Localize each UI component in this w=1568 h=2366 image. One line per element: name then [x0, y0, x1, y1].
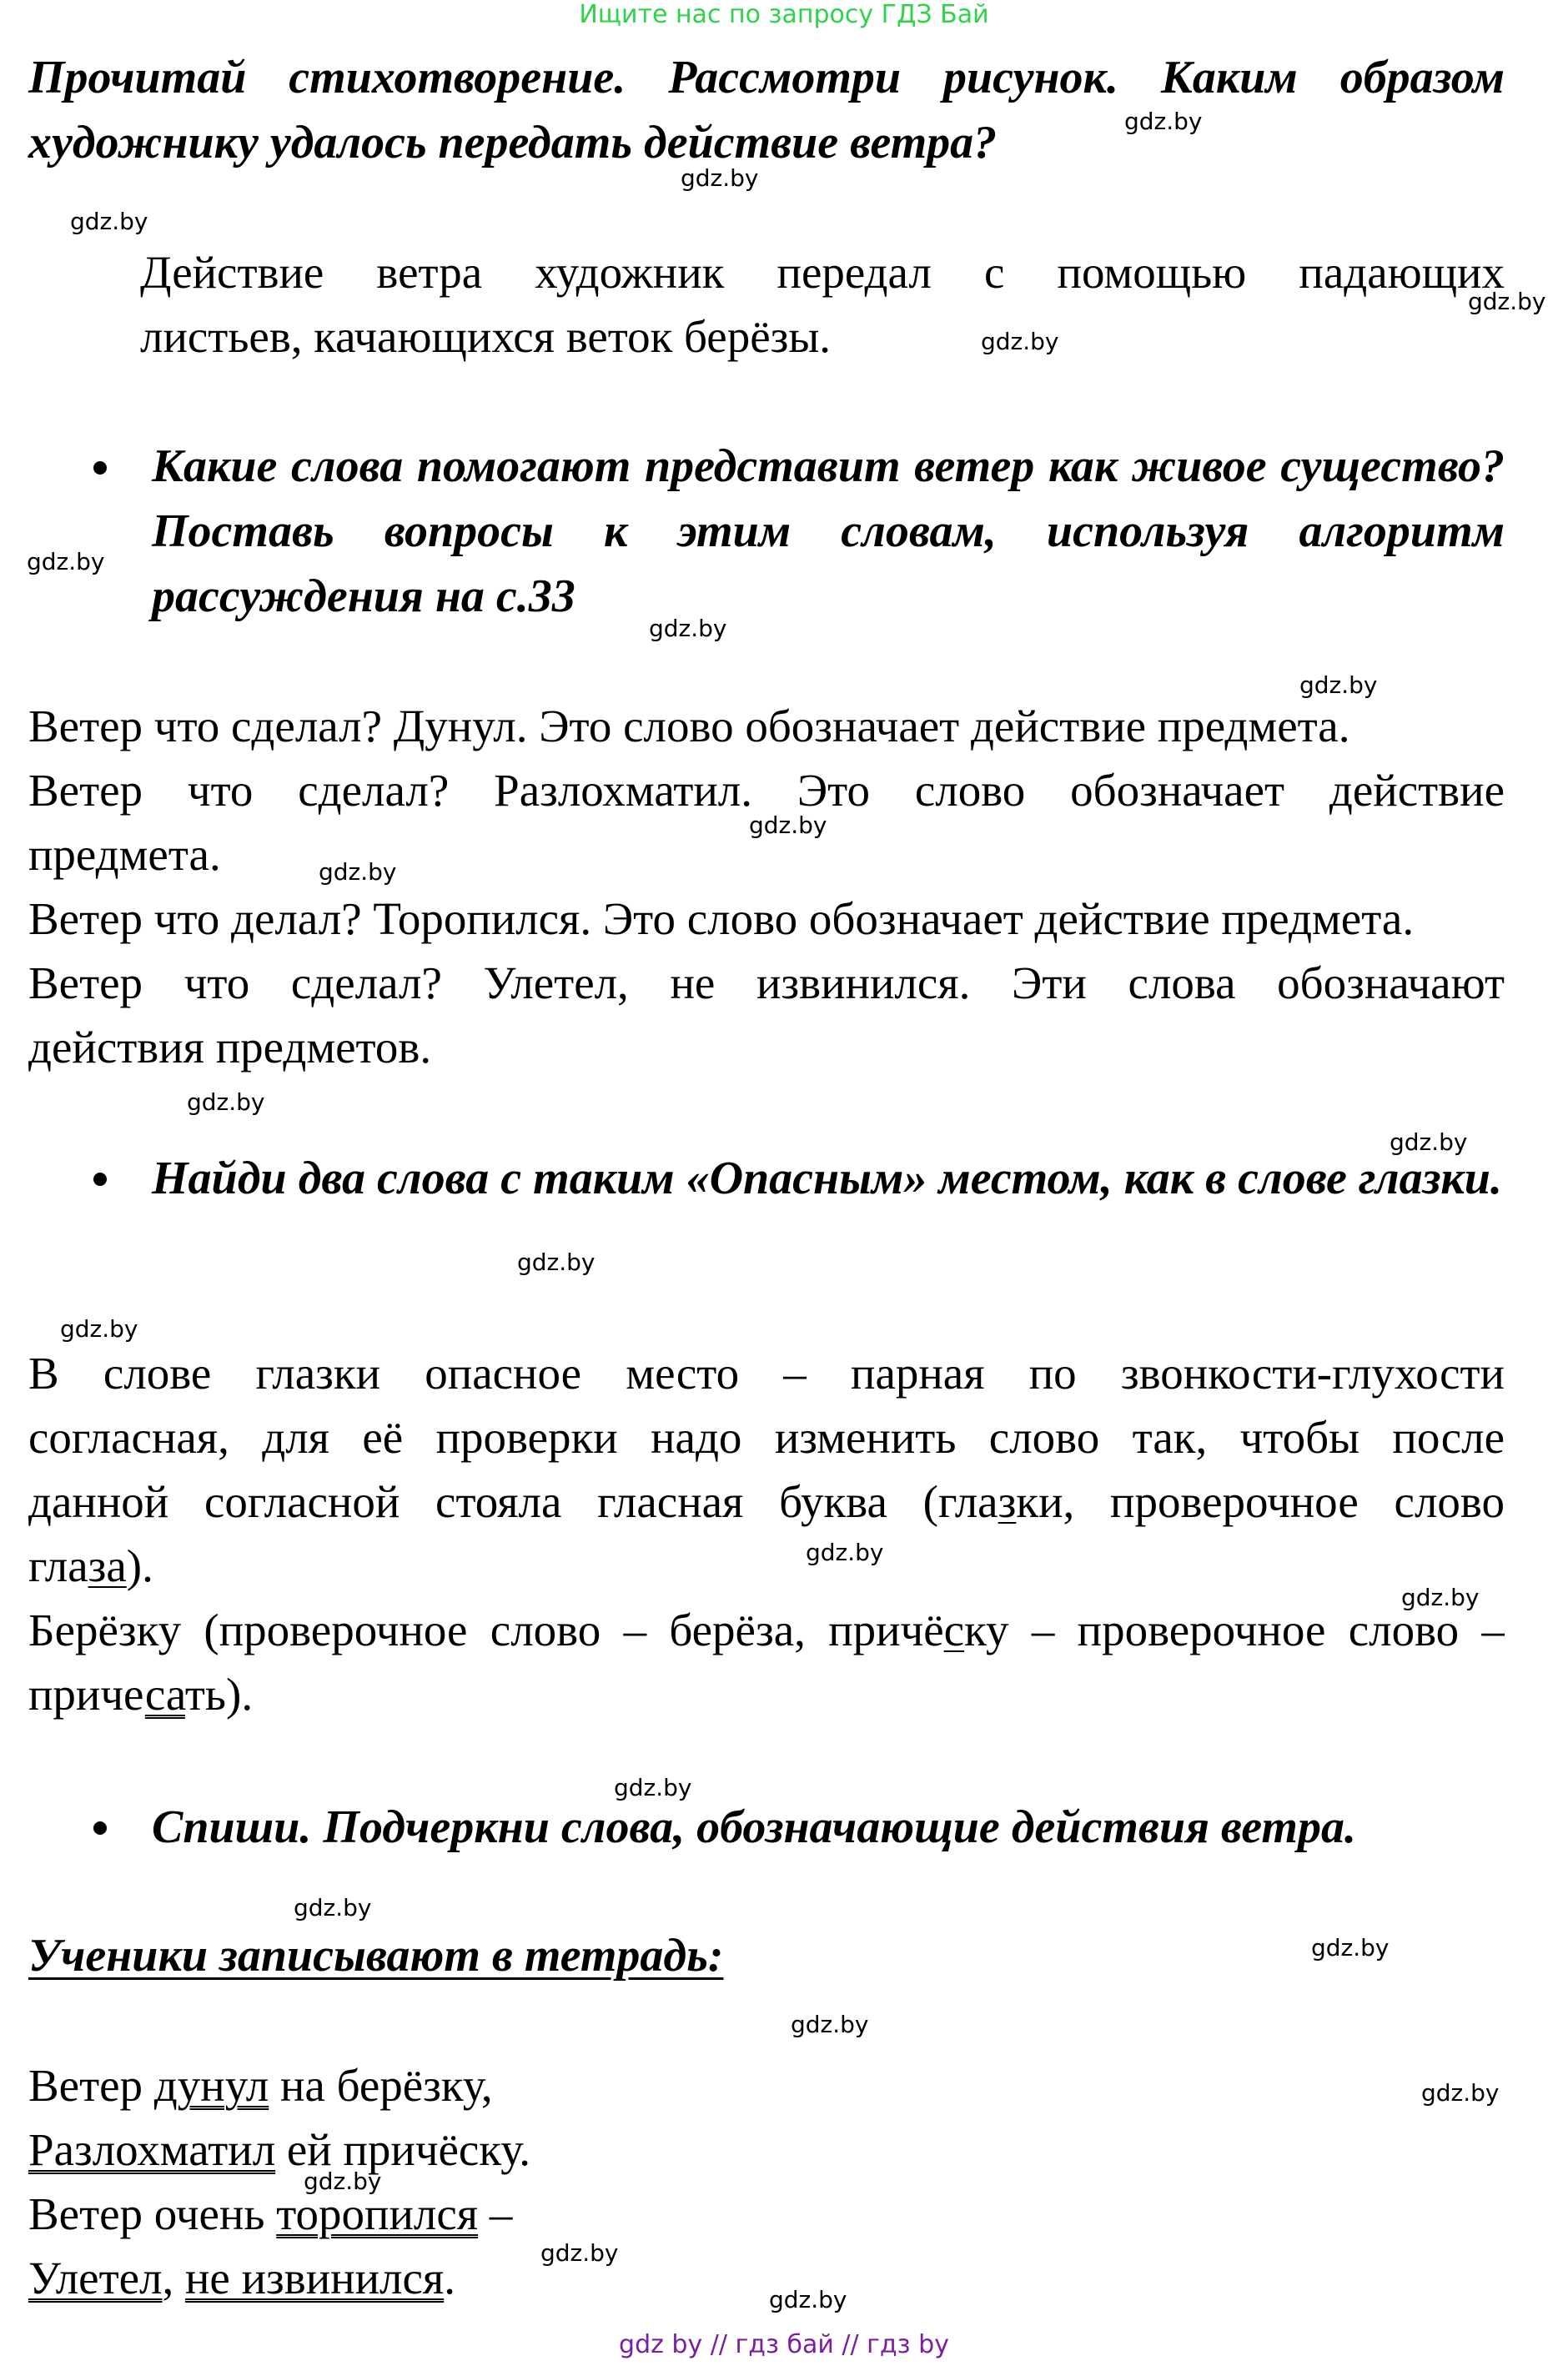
task-1-heading: Прочитай стихотворение. Рассмотри рисунок. Каким образом художнику удалось передать действие ветра?	[28, 52, 1505, 168]
footer-links: gdz by // гдз бай // гдз by	[619, 2330, 949, 2359]
underlined-letters: за	[88, 1540, 127, 1591]
answer-2-line-4: Ветер что делал? Торопился. Это слово обозначает действие предмета.	[28, 893, 1415, 944]
poem-line-4	[28, 2246, 455, 2310]
bullet-icon	[93, 461, 107, 475]
underlined-word: Разлохматил	[28, 2124, 276, 2175]
watermark: gdz.by	[294, 1894, 372, 1921]
bullet-icon	[93, 1821, 107, 1835]
answer-1-line-2: листьев, качающихся веток берёзы.	[140, 311, 832, 362]
watermark: gdz.by	[649, 615, 727, 642]
watermark: gdz.by	[319, 858, 397, 886]
poem-line-3	[28, 2182, 512, 2246]
text-run: ,	[162, 2253, 185, 2303]
text-run: данной согласной стояла гласная буква (гла	[28, 1476, 998, 1527]
watermark: gdz.by	[60, 1315, 138, 1343]
text-run: .	[444, 2253, 455, 2303]
task-4-heading: Спиши. Подчеркни слова, обозначающие действия ветра.	[152, 1801, 1356, 1853]
text-run: ть).	[184, 1669, 254, 1720]
top-banner: Ищите нас по запросу ГДЗ Бай	[579, 0, 989, 29]
answer-2-line-2: Ветер что сделал? Разлохматил. Это слово обозначает действие	[28, 765, 1505, 816]
watermark: gdz.by	[304, 2168, 382, 2195]
watermark: gdz.by	[806, 1539, 884, 1566]
text-run: Ветер	[28, 2060, 154, 2111]
watermark: gdz.by	[791, 2011, 869, 2038]
text-run: на берёзку,	[269, 2060, 493, 2111]
answer-2-line-3: предмета.	[28, 829, 221, 880]
watermark: gdz.by	[614, 1774, 692, 1801]
text-run: ку – проверочное слово –	[964, 1605, 1505, 1655]
answer-1-line-1: Действие ветра художник передал с помощью падающих	[140, 247, 1505, 298]
watermark: gdz.by	[981, 328, 1059, 355]
notebook-heading: Ученики записывают в тетрадь:	[28, 1930, 724, 1982]
watermark: gdz.by	[1124, 108, 1203, 135]
bullet-icon	[93, 1173, 107, 1186]
text-run: ей причёску.	[275, 2124, 531, 2175]
watermark: gdz.by	[540, 2239, 619, 2267]
poem-line-2	[28, 2117, 530, 2182]
answer-3-line-2: согласная, для её проверки надо изменить слово так, чтобы после	[28, 1412, 1505, 1463]
answer-3-line-4	[28, 1534, 1505, 1598]
watermark: gdz.by	[187, 1088, 265, 1116]
text-run: гла	[28, 1540, 88, 1591]
task-3-heading: Найди два слова с таким «Опасным» местом, как в слове глазки.	[152, 1153, 1502, 1204]
text-run: –	[478, 2188, 513, 2239]
answer-3-line-3	[28, 1469, 1505, 1534]
underlined-letter: с	[943, 1605, 965, 1655]
task-2-heading: Какие слова помогают представит ветер как живое существо? Поставь вопросы к этим словам, используя алгоритм рассуждения на с.33	[152, 440, 1505, 622]
underlined-word: дунул	[153, 2060, 269, 2111]
text-run: Берёзку (проверочное слово – берёза, причё	[28, 1605, 944, 1655]
watermark: gdz.by	[1299, 671, 1378, 699]
answer-3-line-6	[28, 1662, 1505, 1726]
underlined-words: не извинился	[185, 2253, 445, 2303]
text-run: ).	[126, 1540, 153, 1591]
text-run: Ветер очень	[28, 2188, 277, 2239]
watermark: gdz.by	[517, 1248, 596, 1276]
text-run: ки, проверочное слово	[1016, 1476, 1505, 1527]
poem-line-1	[28, 2053, 493, 2117]
answer-2-line-1: Ветер что сделал? Дунул. Это слово обозначает действие предмета.	[28, 701, 1350, 751]
watermark: gdz.by	[681, 164, 759, 192]
watermark: gdz.by	[1401, 1584, 1480, 1611]
watermark: gdz.by	[749, 811, 827, 839]
answer-2-line-6: действия предметов.	[28, 1022, 432, 1072]
answer-3-line-1: В слове глазки опасное место – парная по звонкости-глухости	[28, 1348, 1505, 1399]
watermark: gdz.by	[769, 2286, 847, 2313]
answer-2-line-5: Ветер что сделал? Улетел, не извинился. Эти слова обозначают	[28, 957, 1505, 1008]
underlined-letter: з	[998, 1476, 1017, 1527]
answer-3-line-5	[28, 1598, 1505, 1662]
watermark: gdz.by	[70, 208, 148, 235]
underlined-word: Улетел	[28, 2253, 163, 2303]
watermark: gdz.by	[27, 548, 105, 575]
watermark: gdz.by	[1468, 288, 1546, 315]
text-run: приче	[28, 1669, 145, 1720]
watermark: gdz.by	[1311, 1934, 1390, 1962]
underlined-word: торопился	[276, 2188, 479, 2239]
watermark: gdz.by	[1390, 1128, 1468, 1156]
watermark: gdz.by	[1421, 2079, 1500, 2107]
underlined-letters: са	[144, 1669, 185, 1720]
